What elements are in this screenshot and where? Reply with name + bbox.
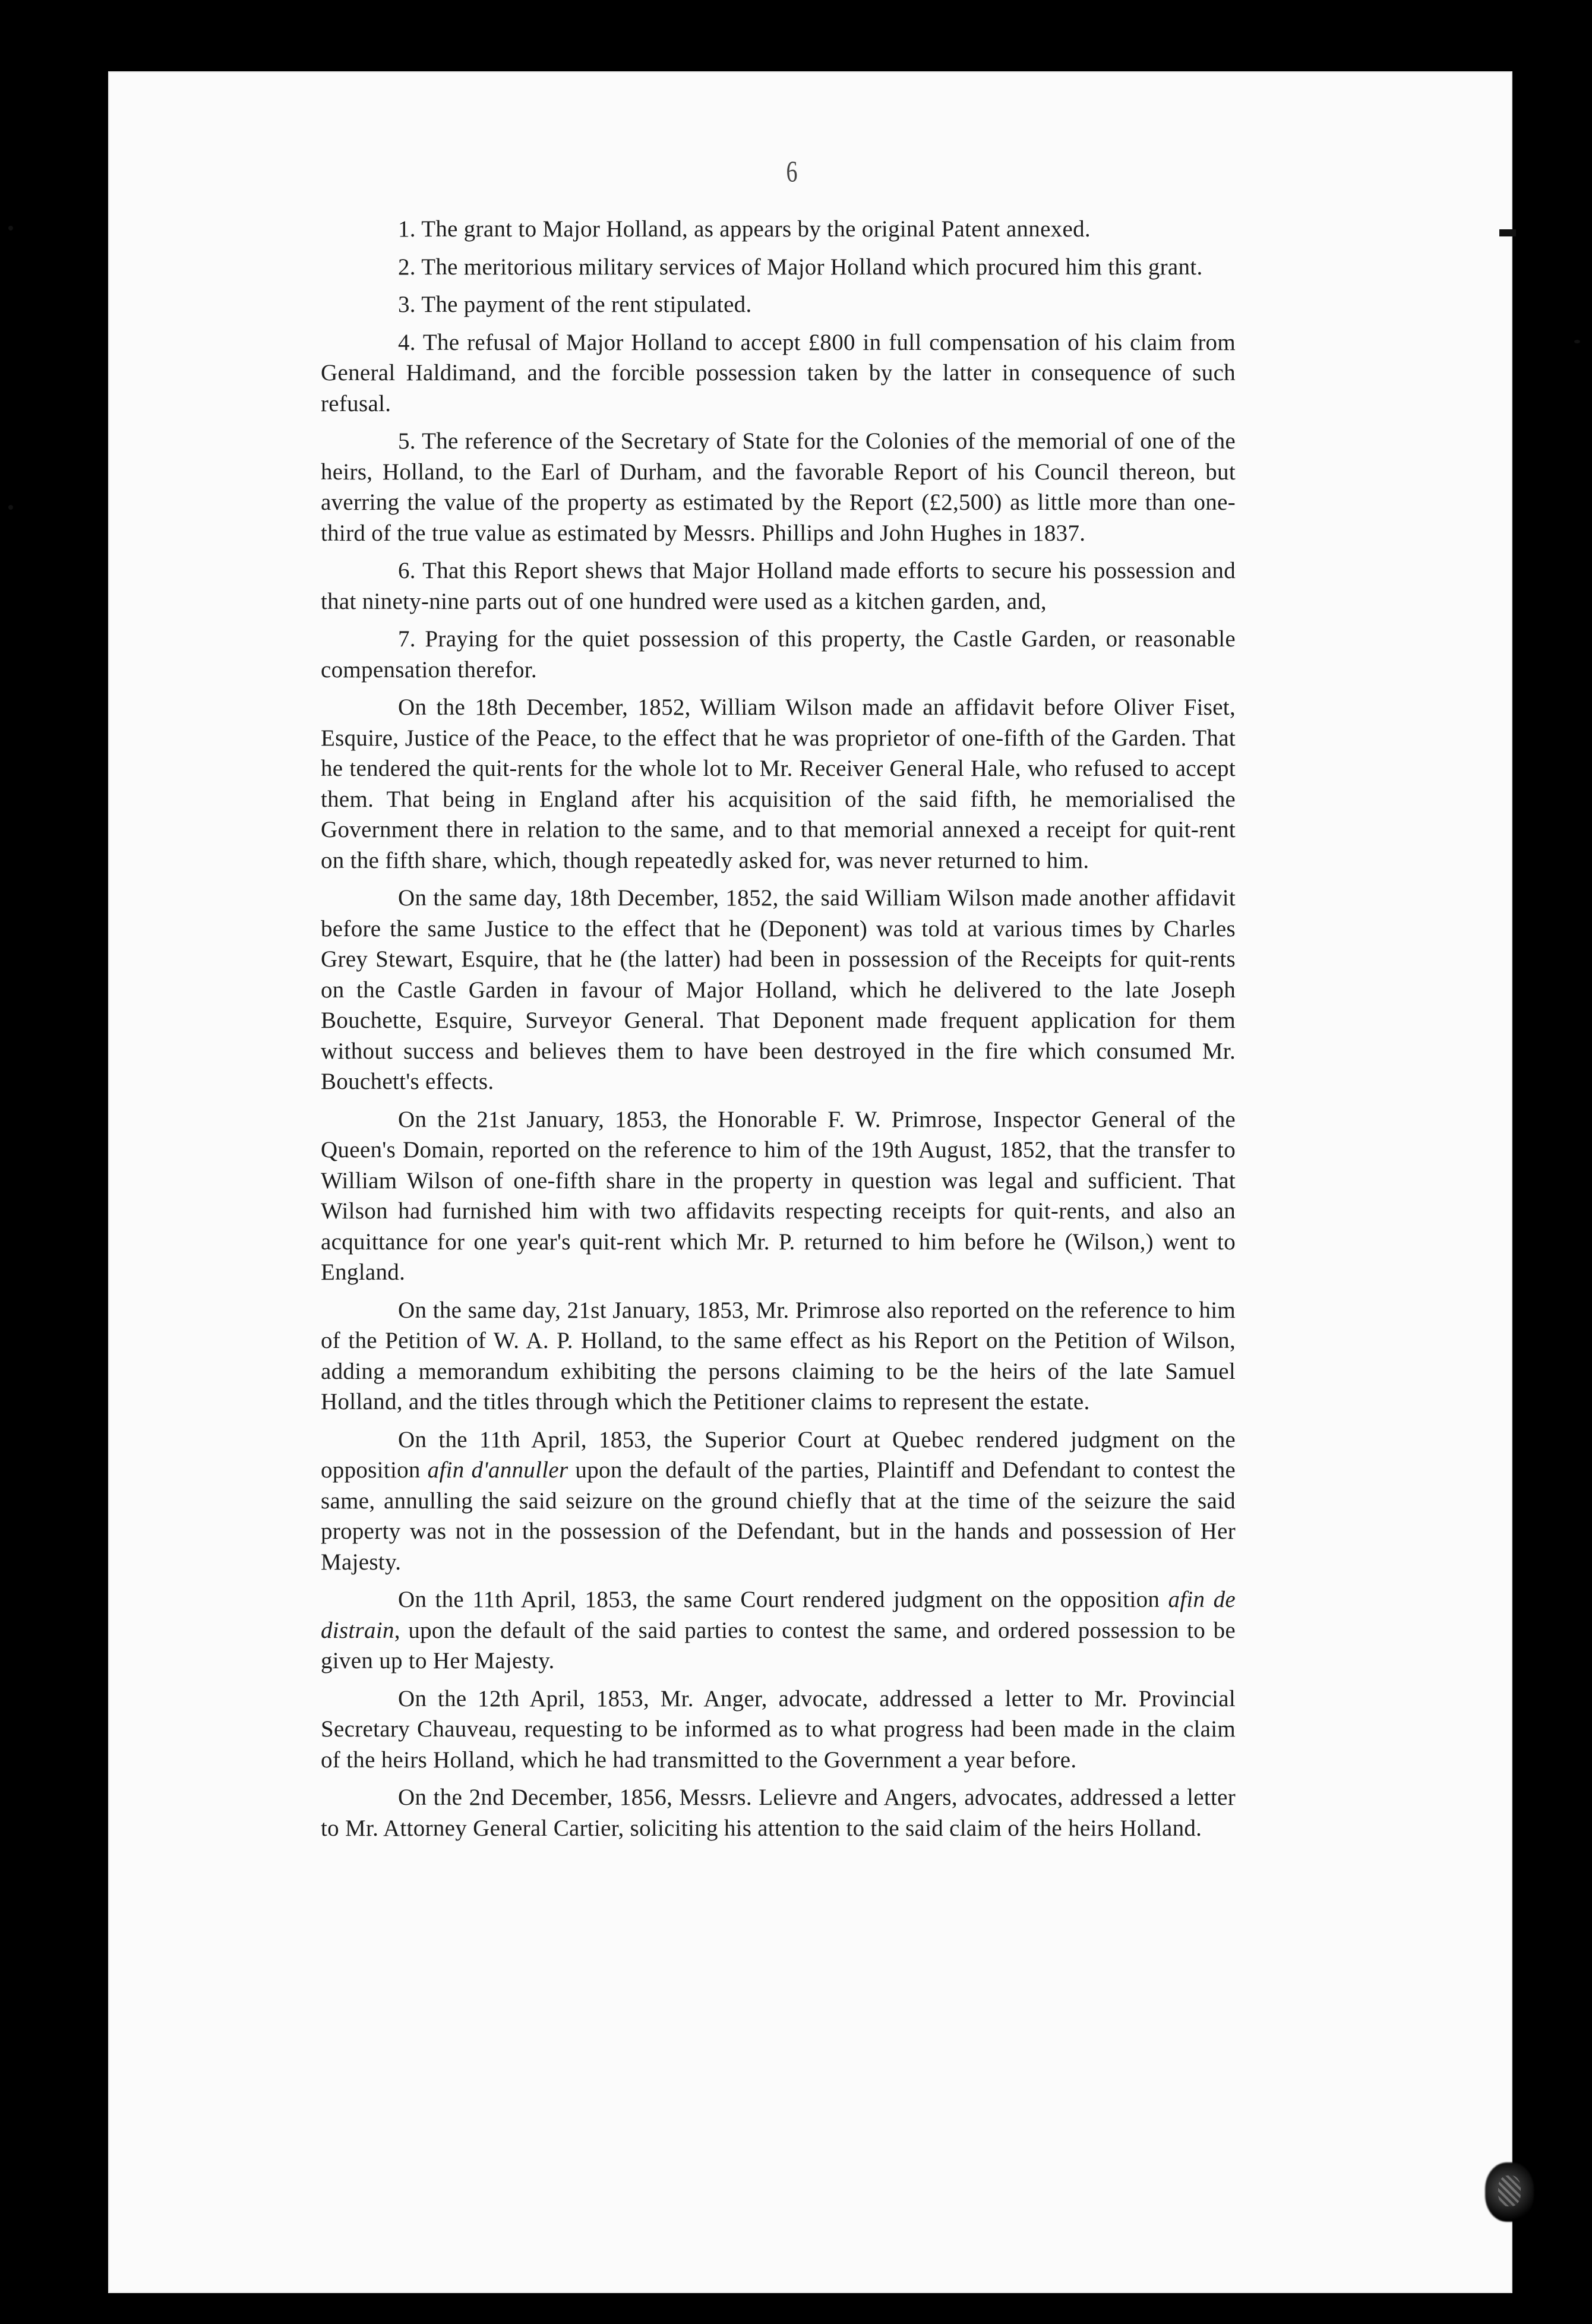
paragraph-4: 4. The refusal of Major Holland to accept £800 in full compensation of his claim from General Haldimand, and the forcible possession taken by the latter in consequence of such refusal. [321,329,1236,416]
document-body [321,214,1236,1851]
text-segment: On the 11th April, 1853, the Superior Court at Quebec rendered judgment on the opposition [321,1426,1236,1483]
paragraph-anger-letter: On the 12th April, 1853, Mr. Anger, advocate, addressed a letter to Mr. Provincial Secretary Chauveau, requesting to be informed as to what progress had been made in the claim of the heirs Holland, which he had transmitted to the Government a year before. [321,1685,1236,1773]
margin-dot-mark [8,226,13,230]
paragraph-1: 1. The grant to Major Holland, as appears by the original Patent annexed. [398,216,1091,242]
margin-dash-mark [1499,229,1516,236]
text-segment: On the 11th April, 1853, the same Court rendered judgment on the opposition [398,1587,1168,1612]
paragraph-court-distrain [321,1584,1236,1676]
paragraph-7: 7. Praying for the quiet possession of this property, the Castle Garden, or reasonable compensation therefor. [321,626,1236,683]
paragraph-primrose-second-report: On the same day, 21st January, 1853, Mr. Primrose also reported on the reference to him of the Petition of W. A. P. Holland, to the same effect as his Report on the Petition of Wilson, adding a memorandum exhibiting the persons claiming to be the heirs of the late Samuel Holland, and the titles through which the Petitioner claims to represent the estate. [321,1297,1236,1414]
text-segment: upon the default of the parties, Plaintiff and Defendant to contest the same, annulling the said seizure on the ground chiefly that at the time of the seizure the said property was not in the possession of the Defendant, but in the hands and possession of Her Majesty. [321,1457,1236,1575]
latin-term: afin de distrain [321,1587,1236,1643]
margin-dot-mark [1574,340,1580,343]
paragraph-wilson-affidavit: On the 18th December, 1852, William Wilson made an affidavit before Oliver Fiset, Esquire, Justice of the Peace, to the effect that he was proprietor of one-fifth of the Garden. That he tendered the quit-rents for the whole lot to Mr. Receiver General Hale, who refused to accept them. That being in England after his acquisition of the said fifth, he memorialised the Government there in relation to the same, and to that memorial annexed a receipt for quit-rent on the fifth share, which, though repeatedly asked for, was never returned to him. [321,694,1236,873]
paragraph-5: 5. The reference of the Secretary of State for the Colonies of the memorial of one of the heirs, Holland, to the Earl of Durham, and the favorable Report of his Council thereon, but averring the value of the property as estimated by the Report (£2,500) as little more than one-third of the true value as estimated by Messrs. Phillips and John Hughes in 1837. [321,428,1236,546]
paragraph-lelievre-letter: On the 2nd December, 1856, Messrs. Lelievre and Angers, advocates, addressed a letter to Mr. Attorney General Cartier, soliciting his attention to the said claim of the heirs Holland. [321,1785,1236,1841]
paragraph-superior-court-annuller [321,1425,1236,1578]
text-segment: , upon the default of the said parties to contest the same, and ordered possession to be given up to Her Majesty. [321,1617,1236,1673]
paragraph-second-affidavit: On the same day, 18th December, 1852, the said William Wilson made another affidavit before the same Justice to the effect that he (Deponent) was told at various times by Charles Grey Stewart, Esquire, that he (the latter) had been in possession of the Receipts for quit-rents on the Castle Garden in favour of Major Holland, which he delivered to the late Joseph Bouchette, Esquire, Surveyor General. That Deponent made frequent application for them without success and believes them to have been destroyed in the fire which consumed Mr. Bouchett's effects. [321,885,1236,1094]
paragraph-3: 3. The payment of the rent stipulated. [398,292,752,317]
page-number: 6 [786,155,798,190]
paragraph-2: 2. The meritorious military services of Major Holland which procured him this grant. [398,254,1203,280]
paragraph-primrose-report: On the 21st January, 1853, the Honorable F. W. Primrose, Inspector General of the Queen's Domain, reported on the reference to him of the 19th August, 1852, that the transfer to William Wilson of one-fifth share in the property in question was legal and sufficient. That Wilson had furnished him with two affidavits respecting receipts for quit-rents, and also an acquittance for one year's quit-rent which Mr. P. returned to him before he (Wilson,) went to England. [321,1106,1236,1285]
binding-hole-texture [1498,2175,1521,2206]
latin-term: afin d'annuller [427,1457,568,1483]
paragraph-6: 6. That this Report shews that Major Holland made efforts to secure his possession and that ninety-nine parts out of one hundred were used as a kitchen garden, and, [321,558,1236,614]
margin-dot-mark [8,505,13,510]
